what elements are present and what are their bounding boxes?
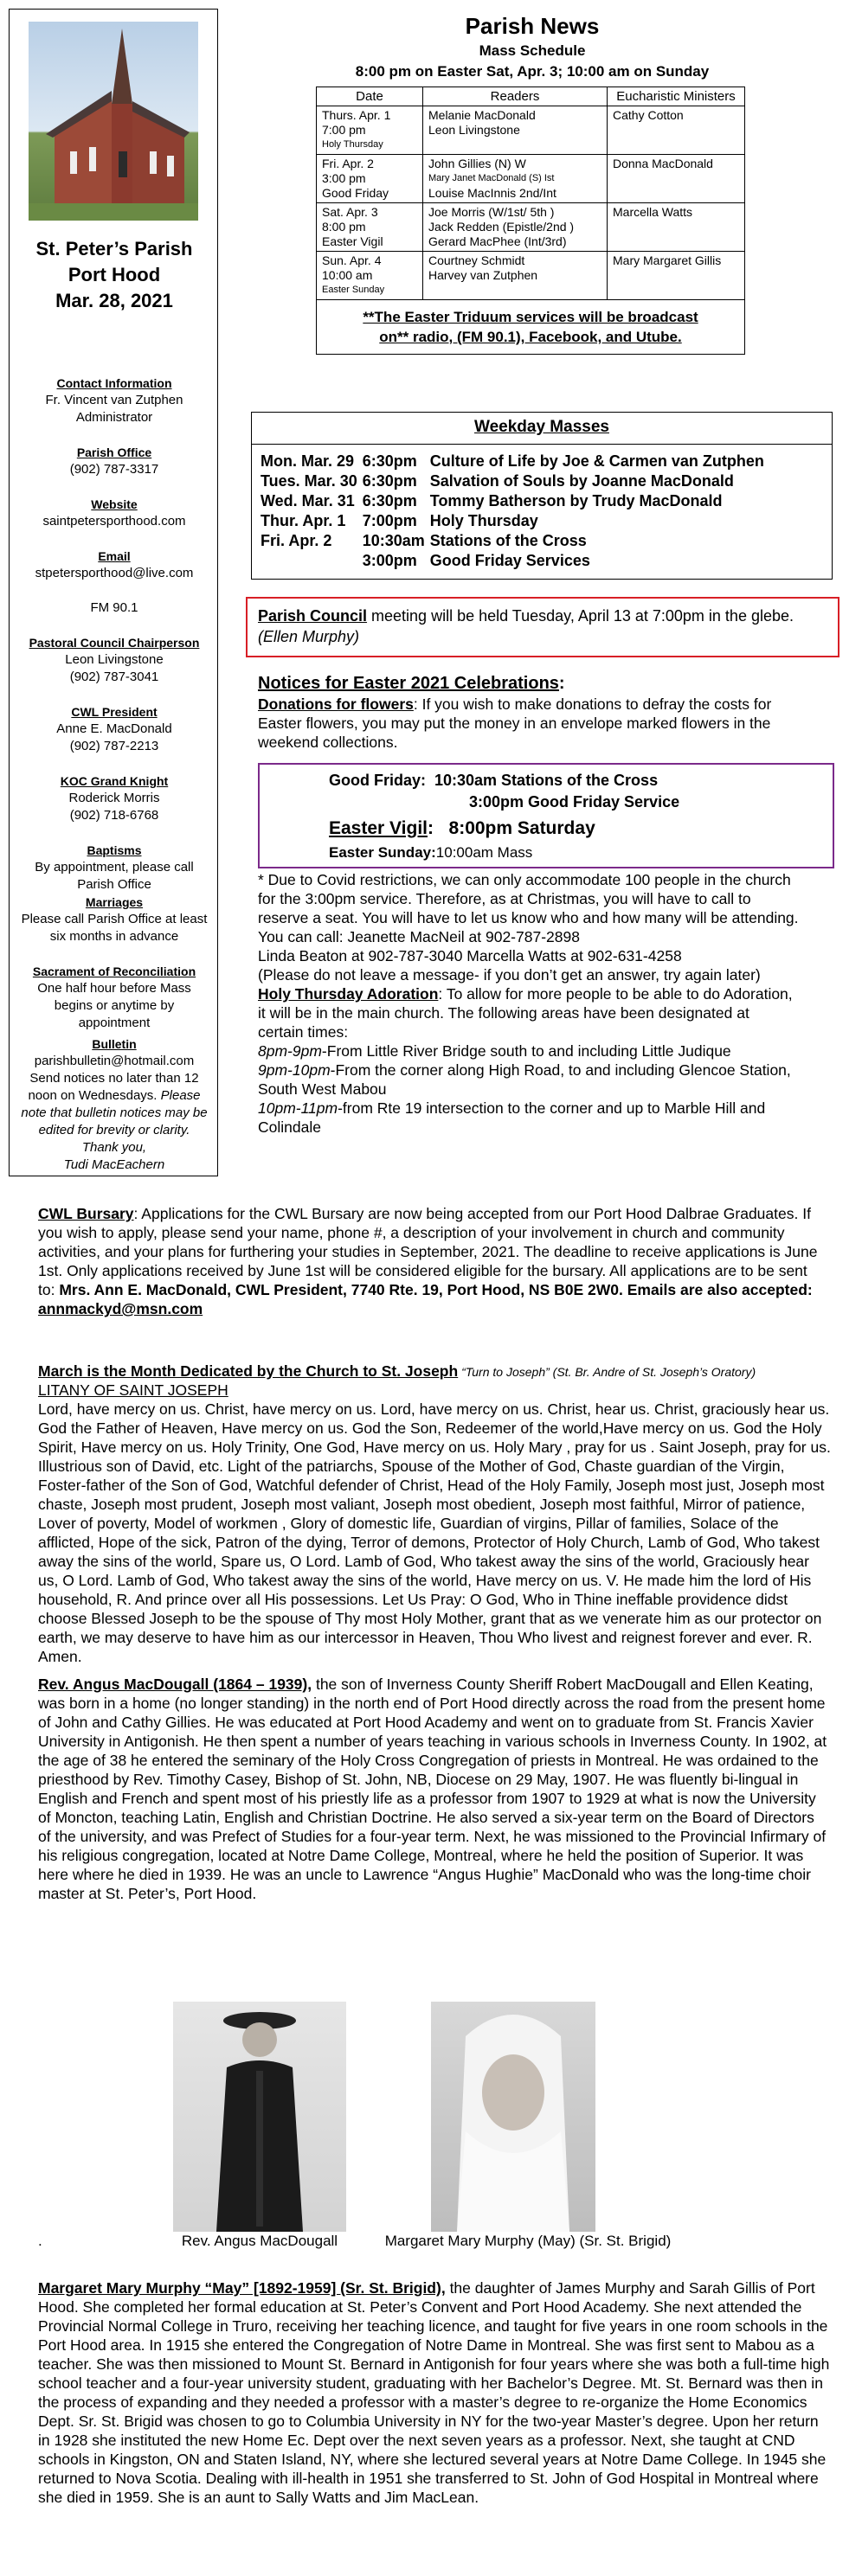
adoration-notice (258, 984, 794, 1041)
angus-biography (38, 1675, 831, 1903)
mary-caption: Margaret Mary Murphy (May) (Sr. St. Brigid) (384, 2233, 672, 2249)
row-date (317, 155, 423, 203)
website-link[interactable]: saintpetersporthood.com (42, 514, 186, 529)
contact-name: Fr. Vincent van Zutphen (45, 393, 183, 407)
covid-contacts: Linda Beaton at 902-787-3040 Marcella Watts at 902-631-4258 (258, 947, 682, 964)
slot-area: -From Little River Bridge south to and including Little Judique (321, 1042, 731, 1060)
table-row (317, 155, 745, 203)
mass-intention: Stations of the Cross (429, 532, 587, 549)
st-joseph-heading (38, 1362, 834, 1381)
easter-notices-title: Notices for Easter 2021 Celebrations: (258, 674, 565, 693)
mass-intention: Culture of Life by Joe & Carmen van Zutphen (429, 452, 764, 470)
reader: Melanie MacDonald (428, 108, 536, 122)
mass-time: 6:30pm (362, 472, 417, 490)
ev-time: 8:00pm Saturday (448, 818, 595, 838)
row-readers (423, 155, 608, 203)
weekday-masses-title: Weekday Masses (474, 418, 609, 436)
koc-phone: (902) 718-6768 (69, 808, 159, 823)
bulletin-email[interactable]: parishbulletin@hotmail.com (34, 1054, 195, 1068)
marriages-line-2: six months in advance (49, 929, 179, 944)
row-date (317, 106, 423, 155)
slot-area: -from Rte 19 intersection to the corner and up to Marble Hill and Colindale (258, 1099, 766, 1136)
mass-time: 7:00pm (362, 512, 417, 529)
reader: Louise MacInnis 2nd/Int (428, 186, 556, 200)
list-item (261, 551, 769, 571)
bulletin-deadline-1: Send notices no later than 12 (29, 1071, 199, 1086)
slot-time: 10pm-11pm (258, 1099, 338, 1117)
easter-vigil-line: Easter Vigil: 8:00pm Saturday (329, 818, 595, 838)
cwl-heading: CWL President (71, 705, 158, 719)
cwl-phone: (902) 787-2213 (69, 739, 159, 753)
bursary-email[interactable]: annmackyd@msn.com (38, 1300, 203, 1317)
covid-note: (Please do not leave a message- if you don’t get an answer, try again later) (258, 966, 761, 984)
list-item (329, 791, 679, 813)
time-line: 7:00 pm (322, 123, 366, 137)
time-line: 10:00 am (322, 268, 373, 282)
flowers-notice (258, 695, 794, 752)
parish-council-label: Parish Council (258, 607, 368, 625)
email-link[interactable]: stpetersporthood@live.com (35, 566, 194, 580)
gf-label: Good Friday: (329, 772, 426, 789)
parish-name: St. Peter’s Parish (35, 238, 193, 260)
weekday-masses-list (261, 452, 769, 571)
page-title: Parish News (465, 13, 600, 39)
row-readers (423, 203, 608, 252)
marriages-heading: Marriages (85, 895, 144, 909)
list-item (261, 531, 769, 551)
baptisms-heading: Baptisms (87, 843, 142, 857)
angus-text: the son of Inverness County Sheriff Robert MacDougall and Ellen Keating, was born in a home (no longer standing) in the north end of Port Hood directly across the road from the present home of John and Cathy Gillies. He was educated at Port Hood Academy and went on to graduate from St. Francis Xavier University in Antigonish. He then spent a number of years teaching in various schools in Inverness County. In 1902, at the age of 38 he entered the seminary of the Holy Cross Congregation of priests in Montreal. He was ordained to the priesthood by Rev. Timothy Casey, Bishop of St. John, NB, Diocese on 29 May, 1907. He was fluently bi-lingual in English and French and spent most of his priestly life as a professor from 1907 to 1929 at what is now the University of Moncton, teaching Latin, English and Christian Doctrine. He also served a six-year term on the Board of Directors of the university, and was Prefect of Studies for a four-year term. Next, he was missioned to the Provincial Infirmary of his religious congregation, located at Notre Dame College, Montreal, where he held the position of Superior. It was here where he died in 1939. He was an uncle to Lawrence “Angus Hughie” MacDonald who was the long-time choir master at St. Peter’s, Port Hood. (38, 1676, 827, 1902)
mary-text: the daughter of James Murphy and Sarah Gillis of Port Hood. She completed her formal education at St. Peter’s Convent and Port Hood Academy. She next attended the Provincial Normal College in Truro, receiving her teaching licence, and taught for five years in one room schools in the Port Hood area. In 1915 she entered the Congregation of Notre Dame in Montreal. She was first sent to Mabou as a teacher. She was then missioned to Mount St. Bernard in Antigonish for four years where she was both a full-time high school teacher and a four-year university student, graduating with her Bachelor’s Degree. Mt. St. Bernard was then in the process of expanding and they needed a professor with a master’s degree to re-organize the Home Economics Dept. Sr. St. Brigid was chosen to go to Columbia University in NY for the two-year Master’s degree. Upon her return in 1928 she instituted the new Home Ec. Dept over the next seven years as a professor. Next, she taught at CND schools in Kingston, ON and Staten Island, NY, where she lectured several years at Notre Dame College. In 1945 she returned to Nova Scotia. Dealing with ill-health in 1951 she transferred to St. John of God Hospital in Montreal where she died in 1959. She is an aunt to Sally Watts and Jim MacLean. (38, 2279, 830, 2506)
mass-time: 6:30pm (362, 492, 417, 509)
mary-biography (38, 2278, 831, 2507)
table-row (317, 203, 745, 252)
office-heading: Parish Office (76, 445, 152, 459)
reader: Jack Redden (Epistle/2nd ) (428, 220, 575, 234)
mary-photo (431, 2002, 595, 2232)
list-item (329, 770, 679, 791)
st-joseph-title: March is the Month Dedicated by the Church to St. Joseph (38, 1362, 459, 1380)
row-minister: Cathy Cotton (608, 106, 745, 155)
flowers-text: : If you wish to make donations to defray the costs for Easter flowers, you may put the money in an envelope marked flowers in the weekend collections. (258, 695, 772, 751)
es-time: 10:00am Mass (435, 844, 533, 861)
bulletin-note-2: note that bulletin notices may be (21, 1105, 208, 1120)
mass-schedule-heading: Mass Schedule (479, 42, 586, 59)
mass-day: Wed. Mar. 31 (261, 492, 355, 509)
koc-heading: KOC Grand Knight (60, 774, 169, 788)
council-phone: (902) 787-3041 (69, 670, 159, 684)
bursary-label: CWL Bursary (38, 1205, 134, 1222)
readers-schedule-table (316, 87, 745, 355)
row-date (317, 252, 423, 300)
date-line: Sat. Apr. 3 (322, 205, 378, 219)
bulletin-deadline-2 (10, 1087, 219, 1105)
mass-intention: Salvation of Souls by Joanne MacDonald (429, 472, 734, 490)
adoration-slot-1 (258, 1041, 812, 1061)
covid-notice (258, 870, 805, 946)
row-minister: Marcella Watts (608, 203, 745, 252)
broadcast-row (317, 300, 745, 355)
es-label: Easter Sunday (329, 844, 432, 861)
mass-day: Mon. Mar. 29 (261, 452, 355, 470)
table-row (317, 106, 745, 155)
occasion-line: Easter Vigil (322, 234, 383, 248)
bulletin-note-3: edited for brevity or clarity. (38, 1123, 190, 1137)
col-ministers: Eucharistic Ministers (608, 87, 745, 106)
contact-role: Administrator (75, 410, 153, 425)
row-readers (423, 106, 608, 155)
mass-time: 6:30pm (362, 452, 417, 470)
row-date (317, 203, 423, 252)
bulletin-date: Mar. 28, 2021 (55, 290, 173, 311)
parish-council-signature: (Ellen Murphy) (258, 628, 360, 645)
easter-services-box (258, 763, 834, 868)
reader: John Gillies (N) W (428, 157, 526, 170)
bursary-text: : Applications for the CWL Bursary are now being accepted from our Port Hood Dalbrae Graduates. If you wish to apply, please send your name, phone #, a description of your involvement in church and community activities, and your plans for furthering your studies in September, 2021. The deadline to receive applications is June 1st. Only applications received by June 1st will be considered eligible for the bursary. All applications are to be sent to: (38, 1205, 818, 1298)
office-phone: (902) 787-3317 (69, 462, 159, 477)
angus-label: Rev. Angus MacDougall (1864 – 1939), (38, 1676, 312, 1693)
bulletin-deadline-2-text: noon on Wednesdays. (28, 1088, 158, 1103)
cwl-name: Anne E. MacDonald (56, 721, 172, 736)
mass-intention: Holy Thursday (429, 512, 538, 529)
reader: Mary Janet MacDonald (S) Ist (428, 173, 555, 183)
contact-heading: Contact Information (56, 376, 172, 390)
date-line: Fri. Apr. 2 (322, 157, 374, 170)
occasion-line: Easter Sunday (322, 285, 385, 295)
council-heading: Pastoral Council Chairperson (29, 636, 200, 650)
adoration-text: : To allow for more people to be able to do Adoration, it will be in the main church. The following areas have been designated at certain times: (258, 985, 793, 1041)
bulletin-signature: Tudi MacEachern (63, 1157, 165, 1172)
easter-services-list (329, 770, 679, 813)
list-item (261, 471, 769, 491)
bursary-address: Mrs. Ann E. MacDonald, CWL President, 7740 Rte. 19, Port Hood, NS B0E 2W0. Emails are also accepted: (59, 1281, 813, 1298)
adoration-label: Holy Thursday Adoration (258, 985, 439, 1003)
caption-dot: . (38, 2233, 42, 2249)
date-line: Sun. Apr. 4 (322, 253, 382, 267)
table-row (317, 252, 745, 300)
list-item (261, 511, 769, 531)
mass-time: 10:30am (362, 532, 425, 549)
st-joseph-quote: “Turn to Joseph” (St. Br. Andre of St. Joseph’s Oratory) (458, 1365, 756, 1379)
slot-area: -From the corner along High Road, to and including Glencoe Station, South West Mabou (258, 1061, 791, 1098)
weekday-masses-box (251, 412, 833, 580)
ev-label: Easter Vigil (329, 818, 428, 838)
adoration-slot-2 (258, 1061, 794, 1099)
occasion-line: Holy Thursday (322, 139, 383, 150)
occasion-line: Good Friday (322, 186, 389, 200)
row-minister: Mary Margaret Gillis (608, 252, 745, 300)
slot-time: 9pm-10pm (258, 1061, 331, 1079)
litany-title: LITANY OF SAINT JOSEPH (38, 1381, 228, 1399)
priest-portrait-icon (173, 2002, 346, 2232)
mass-intention: Good Friday Services (429, 552, 590, 569)
reader: Harvey van Zutphen (428, 268, 538, 282)
reconciliation-heading: Sacrament of Reconciliation (32, 964, 196, 978)
website-heading: Website (91, 497, 138, 511)
litany-text: Lord, have mercy on us. Christ, have mercy on us. Lord, have mercy on us. Christ, hear us. Christ, graciously hear us. God the Father of Heaven, Have mercy on us. God the Son, Redeemer of the world,Have mercy on us. God the Holy Spirit, Have mercy on us. Holy Trinity, One God, Have mercy on us. Holy Mary , pray for us . Saint Joseph, pray for us. Illustrious son of David, etc. Light of the patriarchs, Spouse of the Mother of God, Chaste guardian of the Virgin, Foster-father of the Son of God, Watchful defender of Christ, Head of the Holy Family, Joseph most just, Joseph most chaste, Joseph most prudent, Joseph most valiant, Joseph most obedient, Joseph most faithful, Mirror of patience, Lover of poverty, Model of workmen , Glory of domestic life, Guardian of virgins, Pillar of families, Solace of the afflicted, Hope of the sick, Patron of the dying, Terror of demons, Protector of Holy Church, Lamb of God, Who takest away the sins of the world, Spare us, O Lord. Lamb of God, Who takest away the sins of the world, Graciously hear us, O Lord. Lamb of God, Who takest away the sins of the world, Have mercy on us. V. He made him the lord of His household, R. And prince over all His possessions. Let Us Pray: O God, Who in Thine ineffable providence didst choose Blessed Joseph to be the spouse of Thy most Holy Mother, grant that as we venerate him as our protector on earth, we may deserve to have him as our intercessor in Heaven, Thou Who livest and reignest forever and ever. R. Amen. (38, 1400, 831, 1665)
parish-council-notice (246, 597, 839, 657)
col-readers: Readers (423, 87, 608, 106)
nun-portrait-icon (431, 2002, 595, 2232)
mass-day: Tues. Mar. 30 (261, 472, 357, 490)
date-line: Thurs. Apr. 1 (322, 108, 391, 122)
gf-service: 3:00pm Good Friday Service (469, 793, 680, 811)
mass-time: 3:00pm (362, 552, 417, 569)
gf-stations: 10:30am Stations of the Cross (434, 772, 659, 789)
mass-intention: Tommy Batherson by Trudy MacDonald (429, 492, 723, 509)
church-photo (29, 22, 198, 221)
list-item (261, 491, 769, 511)
bulletin-thanks: Thank you, (81, 1140, 147, 1155)
mass-day: Fri. Apr. 2 (261, 532, 332, 549)
email-heading: Email (98, 549, 131, 563)
row-readers (423, 252, 608, 300)
bulletin-heading: Bulletin (92, 1037, 137, 1051)
list-item (261, 452, 769, 471)
marriages-line-1: Please call Parish Office at least (21, 912, 208, 926)
koc-name: Roderick Morris (68, 791, 160, 805)
reader: Leon Livingstone (428, 123, 520, 137)
slot-time: 8pm-9pm (258, 1042, 322, 1060)
reconciliation-line-2: begins or anytime by (54, 998, 175, 1013)
mass-day (261, 551, 363, 571)
angus-caption: Rev. Angus MacDougall (181, 2233, 338, 2249)
reconciliation-line-1: One half hour before Mass (37, 981, 191, 996)
reconciliation-line-3: appointment (78, 1016, 151, 1030)
church-illustration (29, 22, 198, 221)
sidebar (9, 9, 218, 1176)
fm-radio: FM 90.1 (90, 600, 138, 615)
col-date: Date (317, 87, 423, 106)
easter-sunday-line: Easter Sunday:10:00am Mass (329, 844, 533, 861)
row-minister: Donna MacDonald (608, 155, 745, 203)
adoration-slot-3 (258, 1099, 777, 1137)
mary-label: Margaret Mary Murphy “May” [1892-1959] (Sr. St. Brigid), (38, 2279, 446, 2297)
time-line: 8:00 pm (322, 220, 366, 234)
baptisms-line-1: By appointment, please call (35, 860, 194, 875)
time-line: 3:00 pm (322, 171, 366, 185)
baptisms-line-2: Parish Office (77, 877, 151, 892)
reader: Joe Morris (W/1st/ 5th ) (428, 205, 555, 219)
parish-town: Port Hood (68, 264, 161, 285)
mass-times: 8:00 pm on Easter Sat, Apr. 3; 10:00 am on Sunday (355, 63, 710, 80)
bulletin-note-1: Please (160, 1088, 201, 1103)
mass-day: Thur. Apr. 1 (261, 512, 346, 529)
table-header-row (317, 87, 745, 106)
broadcast-notice: **The Easter Triduum services will be broadcast on** radio, (FM 90.1), Facebook, and Utube. (317, 300, 745, 355)
cwl-bursary-notice (38, 1204, 827, 1318)
reader: Gerard MacPhee (Int/3rd) (428, 234, 567, 248)
angus-photo (173, 2002, 346, 2232)
parish-council-text: meeting will be held Tuesday, April 13 at 7:00pm in the glebe. (367, 607, 794, 625)
covid-text: * Due to Covid restrictions, we can only accommodate 100 people in the church for the 3:00pm service. Therefore, as at Christmas, you will have to call to reserve a seat. You will have to let us know who and how many will be attending. You can call: Jeanette MacNeil at 902-787-2898 (258, 871, 799, 945)
council-name: Leon Livingstone (65, 652, 164, 667)
reader: Courtney Schmidt (428, 253, 525, 267)
easter-title-text: Notices for Easter 2021 Celebrations (258, 674, 559, 693)
flowers-label: Donations for flowers (258, 695, 414, 713)
